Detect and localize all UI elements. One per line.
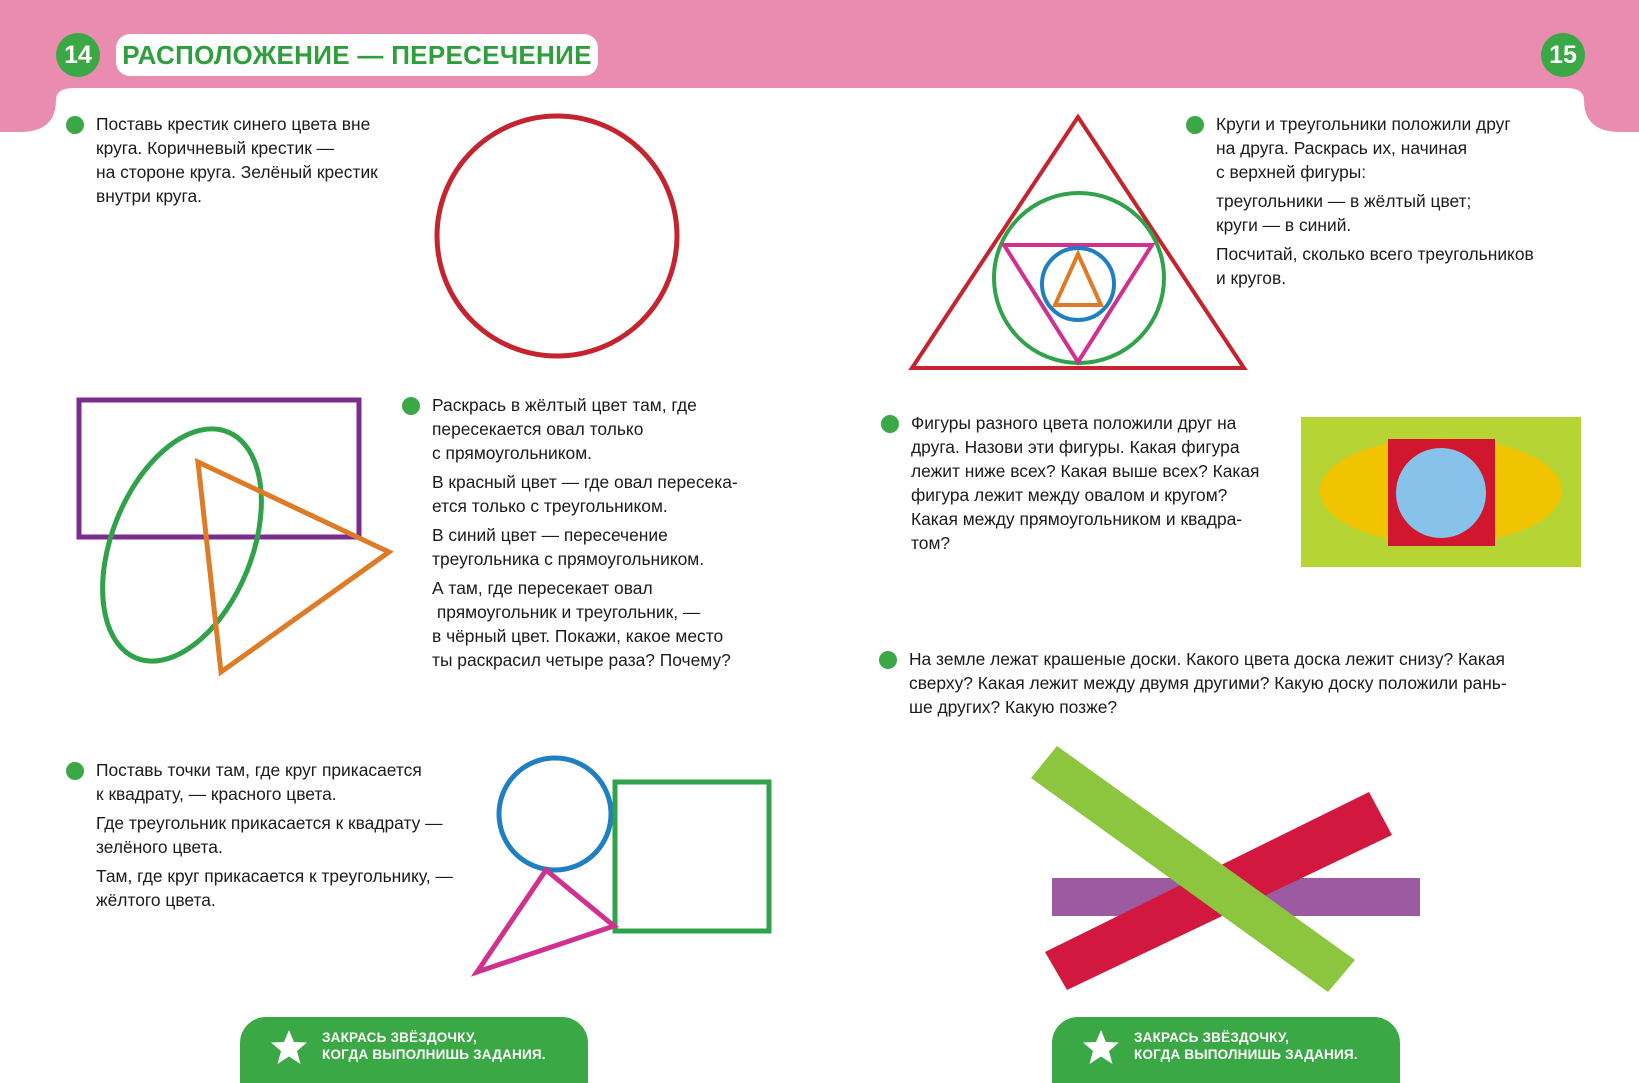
task-line: Поставь крестик синего цвета вне: [96, 114, 371, 134]
badge-line: КОГДА ВЫПОЛНИШЬ ЗАДАНИЯ.: [1134, 1047, 1358, 1062]
task-line: круги — в синий.: [1216, 215, 1352, 235]
task-nested-shapes: [1216, 112, 1596, 295]
star-badge-text: [1134, 1029, 1358, 1063]
task-bullet: [66, 762, 84, 780]
task-line: Какая между прямоугольником и квадра-: [911, 509, 1243, 529]
magenta-triangle: [477, 870, 614, 972]
task-line: и кругов.: [1216, 268, 1287, 288]
task-line: на стороне круга. Зелёный крестик: [96, 162, 378, 182]
task-line: ше других? Какую позже?: [909, 697, 1118, 717]
badge-line: ЗАКРАСЬ ЗВЁЗДОЧКУ,: [1134, 1030, 1289, 1045]
task-line: том?: [911, 533, 951, 553]
task-bullet: [879, 651, 897, 669]
task-line: пересекается овал только: [432, 419, 644, 439]
green-square: [615, 782, 769, 931]
task-bullet: [1186, 116, 1204, 134]
task-line: сверху? Какая лежит между двумя другими? Какую доску положили рань-: [909, 673, 1507, 693]
task-line: фигура лежит между овалом и кругом?: [911, 485, 1228, 505]
page-number-right: 15: [1541, 33, 1585, 77]
task-line: треугольника с прямоугольником.: [432, 549, 705, 569]
task-intersections: [432, 393, 772, 677]
outer-green-circle: [994, 193, 1164, 363]
task-line: на друга. Раскрась их, начиная: [1216, 138, 1468, 158]
task-line: Там, где круг прикасается к треугольнику, —: [96, 866, 453, 886]
task-line: ется только с треугольником.: [432, 496, 668, 516]
page-title: РАСПОЛОЖЕНИЕ — ПЕРЕСЕЧЕНИЕ: [116, 34, 598, 76]
task-line: На земле лежат крашеные доски. Какого цвета доска лежит снизу? Какая: [909, 649, 1505, 669]
task-line: с прямоугольником.: [432, 443, 593, 463]
badge-line: ЗАКРАСЬ ЗВЁЗДОЧКУ,: [322, 1030, 477, 1045]
task-line: лежит ниже всех? Какая выше всех? Какая: [911, 461, 1260, 481]
light-blue-circle: [1396, 448, 1486, 538]
task-line: В синий цвет — пересечение: [432, 525, 668, 545]
task-line: А там, где пересекает овал: [432, 578, 653, 598]
star-badge-text: [322, 1029, 546, 1063]
task-line: к квадрату, — красного цвета.: [96, 784, 337, 804]
task-painted-planks: [909, 647, 1589, 724]
task-line: внутри круга.: [96, 186, 202, 206]
task-line: друга. Назови эти фигуры. Какая фигура: [911, 437, 1240, 457]
task-line: жёлтого цвета.: [96, 890, 216, 910]
task-line: Посчитай, сколько всего треугольников: [1216, 244, 1534, 264]
task-line: треугольники — в жёлтый цвет;: [1216, 191, 1472, 211]
inner-orange-triangle: [1055, 254, 1101, 305]
star-icon[interactable]: [270, 1029, 308, 1065]
task-line: В красный цвет — где овал пересека-: [432, 472, 738, 492]
star-icon[interactable]: [1082, 1029, 1120, 1065]
task-line: Раскрась в жёлтый цвет там, где: [432, 395, 697, 415]
task-line: Поставь точки там, где круг прикасается: [96, 760, 422, 780]
task-line: ты раскрасил четыре раза? Почему?: [432, 650, 731, 670]
task-line: Где треугольник прикасается к квадрату —: [96, 813, 443, 833]
task-bullet: [402, 397, 420, 415]
star-badge-right: [1052, 1017, 1400, 1083]
task-bullet: [881, 415, 899, 433]
task-line: Круги и треугольники положили друг: [1216, 114, 1511, 134]
task-line: с верхней фигуры:: [1216, 162, 1367, 182]
task-line: круга. Коричневый крестик —: [96, 138, 335, 158]
task-line: в чёрный цвет. Покажи, какое место: [432, 626, 724, 646]
outer-red-triangle: [912, 117, 1244, 368]
blue-circle: [499, 758, 611, 870]
page-number-left: 14: [56, 33, 100, 77]
task-layered-figures: [911, 411, 1291, 560]
task-touch-points: [96, 758, 496, 917]
badge-line: КОГДА ВЫПОЛНИШЬ ЗАДАНИЯ.: [322, 1047, 546, 1062]
task-line: Фигуры разного цвета положили друг на: [911, 413, 1237, 433]
red-circle: [437, 116, 677, 356]
task-cross-marks: [96, 112, 426, 213]
task-line: зелёного цвета.: [96, 837, 223, 857]
task-line: прямоугольник и треугольник, —: [432, 602, 701, 622]
task-bullet: [66, 116, 84, 134]
star-badge-left: [240, 1017, 588, 1083]
